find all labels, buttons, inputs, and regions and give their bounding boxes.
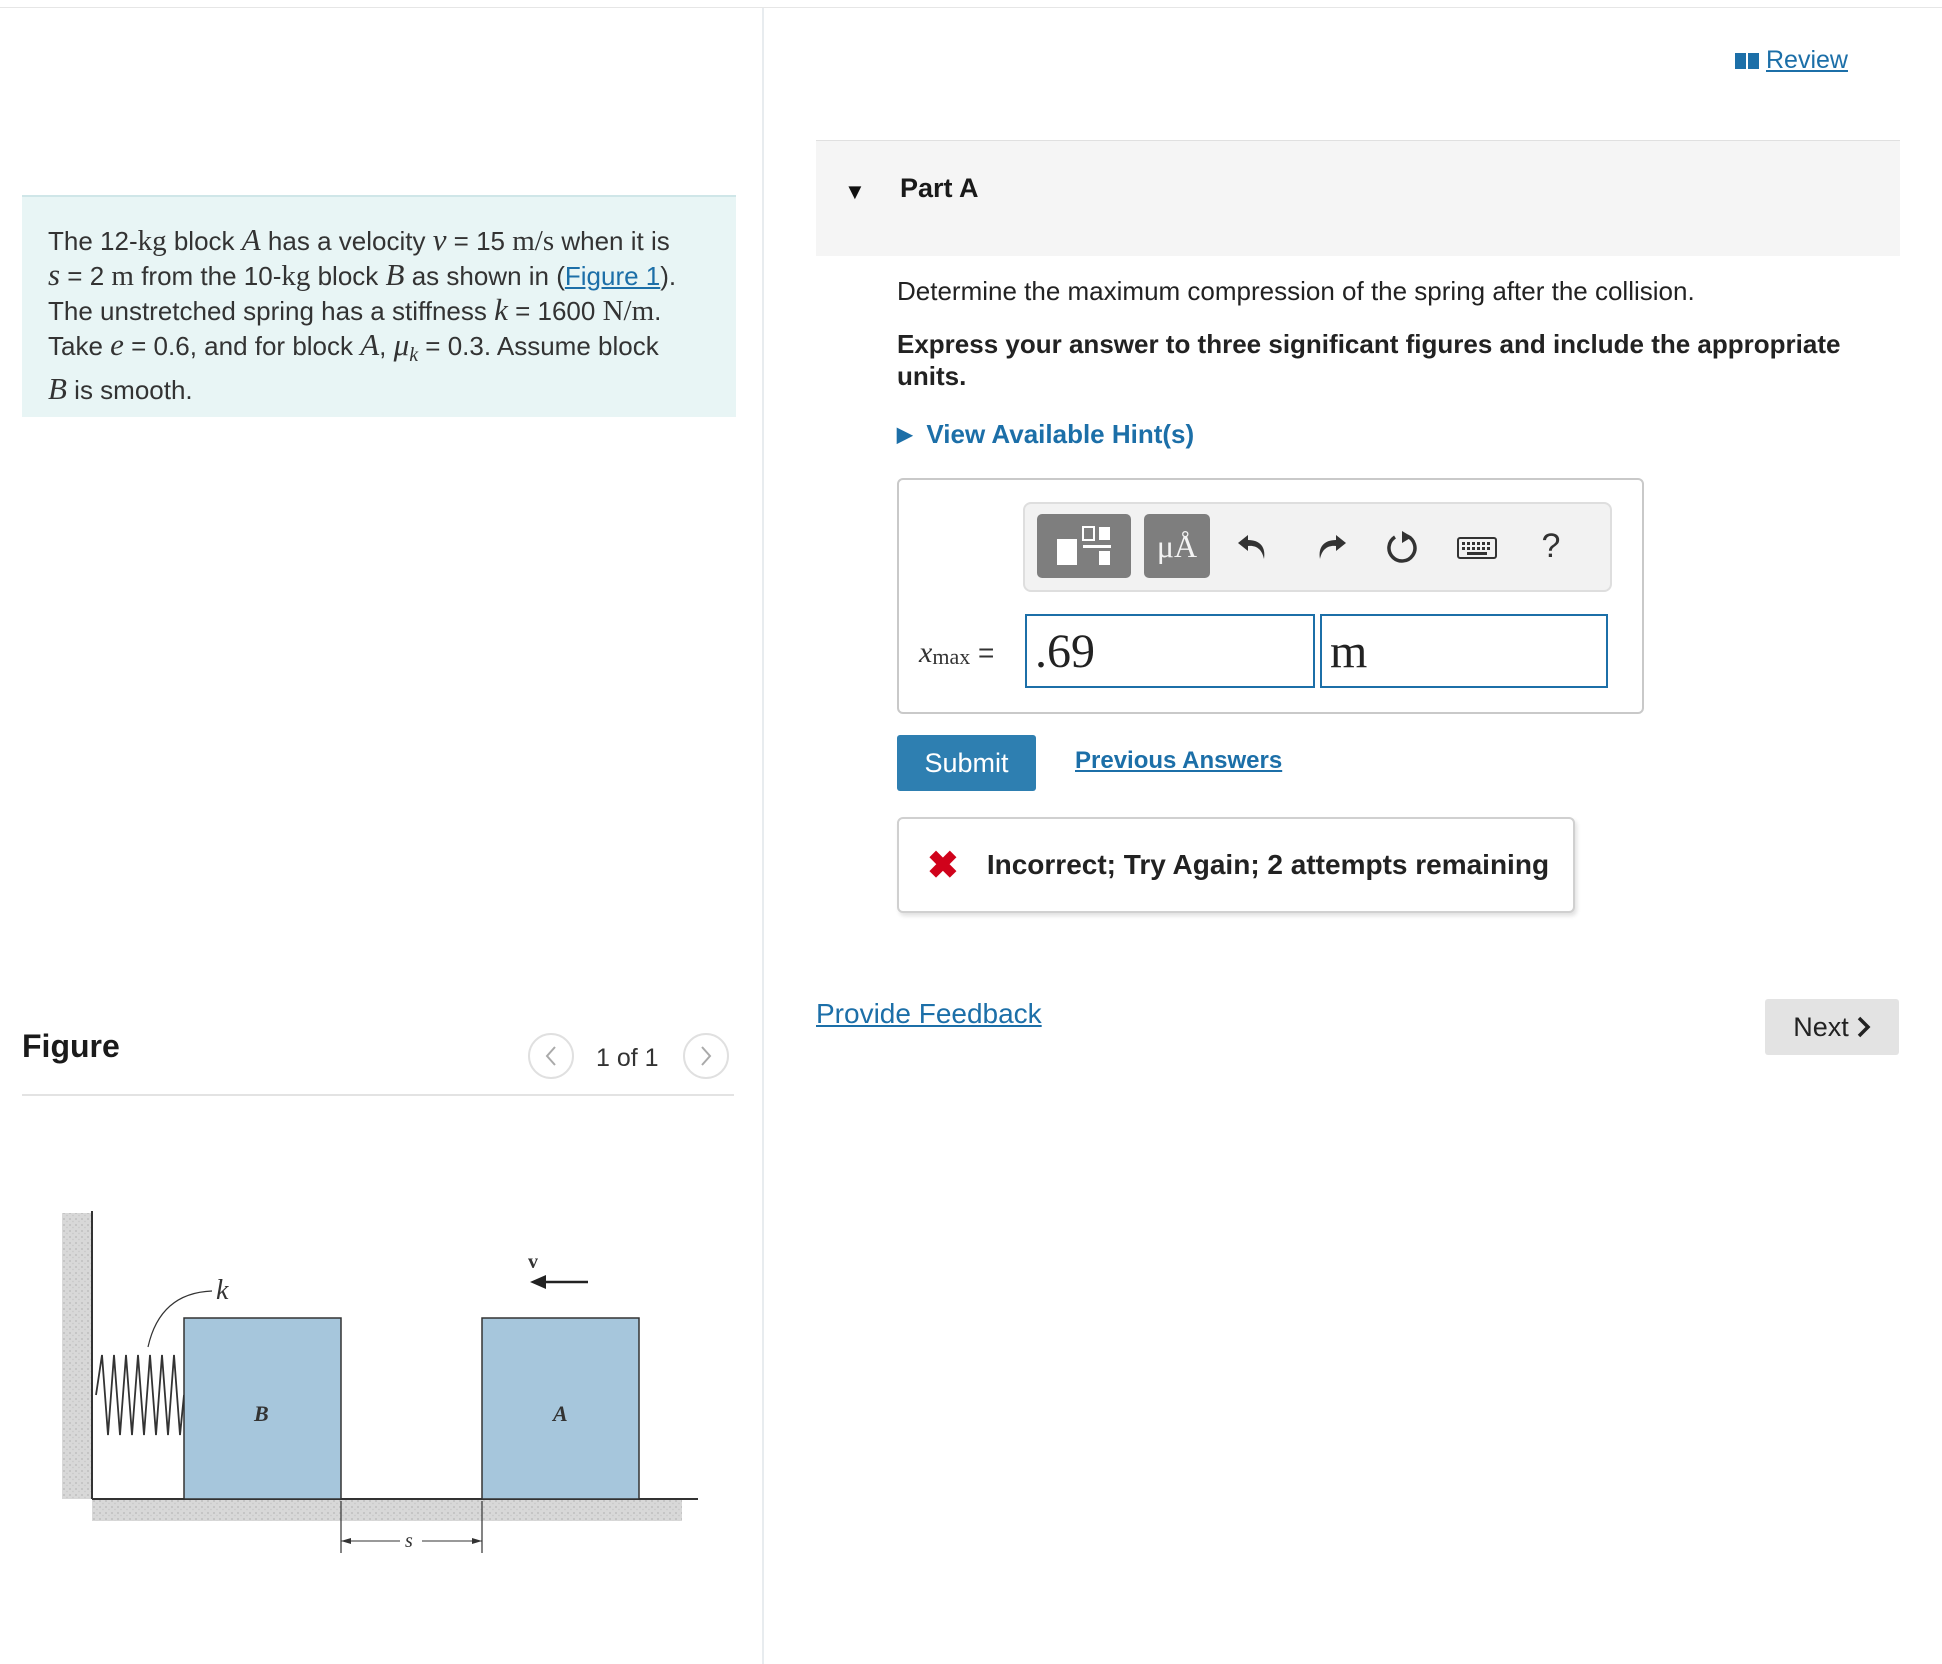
panel-divider	[762, 8, 764, 1664]
book-icon	[1734, 51, 1760, 71]
label-v: v	[528, 1251, 538, 1273]
previous-answers-link[interactable]: Previous Answers	[1075, 747, 1283, 774]
problem-line-3: The unstretched spring has a stiffness k = 1600 N/m.	[48, 292, 662, 327]
chevron-right-icon	[1855, 1015, 1871, 1039]
redo-button[interactable]	[1311, 522, 1351, 570]
figure-rule	[22, 1094, 734, 1096]
feedback-box	[897, 817, 1575, 913]
redo-icon	[1314, 529, 1348, 563]
velocity-arrow-head	[530, 1275, 546, 1289]
view-hints-toggle[interactable]	[897, 419, 1194, 450]
label-B: B	[254, 1401, 269, 1426]
floor-hatch	[92, 1499, 682, 1521]
reset-icon	[1383, 529, 1421, 567]
problem-line-1: The 12-kg block A has a velocity v = 15 m/s when it is	[48, 222, 670, 257]
figure-link[interactable]: Figure 1	[564, 261, 661, 291]
instruction-text: Express your answer to three significant figures and include the appropriate units.	[897, 329, 1841, 391]
top-rule	[0, 7, 1942, 8]
question-text: Determine the maximum compression of the spring after the collision.	[897, 276, 1695, 306]
part-a-header[interactable]	[816, 141, 1900, 256]
answer-value-input[interactable]: .69	[1025, 614, 1315, 688]
undo-button[interactable]	[1233, 522, 1273, 570]
figure-title: Figure	[22, 1028, 120, 1064]
problem-line-5: B is smooth.	[48, 371, 193, 407]
problem-statement	[22, 195, 736, 417]
label-A: A	[553, 1401, 568, 1426]
answer-unit-input[interactable]: m	[1320, 614, 1608, 688]
chevron-left-icon	[543, 1044, 559, 1068]
view-hints-label: View Available Hint(s)	[926, 419, 1195, 449]
figure-next-button[interactable]	[683, 1033, 729, 1079]
label-k: k	[216, 1275, 229, 1306]
caret-down-icon: ▼	[844, 179, 866, 204]
caret-right-icon: ▶	[897, 424, 913, 446]
review-label: Review	[1766, 46, 1848, 74]
undo-icon	[1236, 529, 1270, 563]
reset-button[interactable]	[1382, 524, 1422, 572]
figure-diagram	[50, 1205, 710, 1565]
help-button[interactable]: ?	[1541, 526, 1561, 565]
label-s: s	[405, 1530, 413, 1552]
keyboard-icon	[1457, 535, 1497, 561]
problem-line-2: s = 2 m from the 10-kg block B as shown in (Figure 1).	[48, 257, 677, 292]
spring	[96, 1355, 184, 1435]
provide-feedback-link[interactable]: Provide Feedback	[816, 998, 1042, 1029]
feedback-message: Incorrect; Try Again; 2 attempts remaining	[986, 849, 1550, 880]
fraction-template-icon	[1055, 523, 1113, 569]
next-label: Next	[1793, 1011, 1849, 1042]
units-button[interactable]: μÅ	[1144, 514, 1210, 578]
next-button[interactable]	[1765, 999, 1899, 1055]
x-mark-icon: ✖	[927, 844, 959, 887]
part-a-label: Part A	[900, 173, 979, 203]
chevron-right-icon	[698, 1044, 714, 1068]
dim-arrow-right	[472, 1538, 482, 1544]
submit-button[interactable]: Submit	[897, 735, 1036, 791]
review-link[interactable]	[1734, 46, 1848, 75]
problem-line-4: Take e = 0.6, and for block A, $\mu_k = 0.3$. Assume block	[48, 327, 659, 367]
figure-prev-button[interactable]	[528, 1033, 574, 1079]
wall-hatch	[62, 1213, 92, 1499]
answer-variable-label: $x_{max}$ =	[919, 636, 995, 669]
figure-count: 1 of 1	[596, 1044, 659, 1072]
templates-button[interactable]	[1037, 514, 1131, 578]
dim-arrow-left	[341, 1538, 351, 1544]
keyboard-button[interactable]	[1455, 530, 1499, 566]
